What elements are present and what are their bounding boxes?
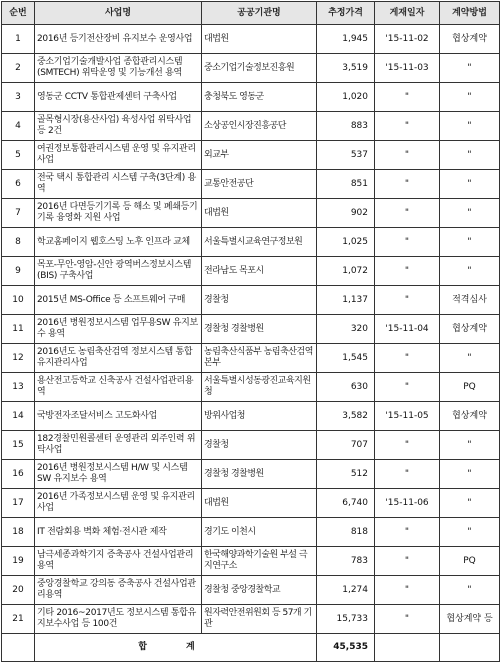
cell-bid-date: " [375, 141, 440, 170]
cell-method: 협상계약 등 [440, 605, 500, 634]
cell-project: 여권정보통합관리시스템 운영 및 유지관리사업 [35, 141, 202, 170]
cell-no: 14 [2, 402, 35, 431]
cell-no: 2 [2, 54, 35, 83]
cell-method: " [440, 460, 500, 489]
cell-method: " [440, 257, 500, 286]
cell-org: 경기도 이천시 [202, 518, 317, 547]
cell-method: " [440, 54, 500, 83]
cell-no: 6 [2, 170, 35, 199]
table-row [2, 199, 500, 228]
cell-method: 협상계약 [440, 402, 500, 431]
cell-project: 골목형시장(용산사업) 육성사업 위탁사업 등 2건 [35, 112, 202, 141]
table-row [2, 286, 500, 315]
table-row [2, 605, 500, 634]
cell-bid-date: '15-11-02 [375, 25, 440, 54]
cell-project: 중앙경찰학교 강의동 증축공사 건설사업관리용역 [35, 576, 202, 605]
cell-method: " [440, 431, 500, 460]
cell-bid-date: " [375, 518, 440, 547]
header-project: 사업명 [35, 2, 202, 25]
cell-price: 1,274 [317, 576, 375, 605]
table-footer [2, 634, 500, 662]
cell-org: 방위사업청 [202, 402, 317, 431]
cell-no: 8 [2, 228, 35, 257]
procurement-table [1, 1, 500, 662]
table-row [2, 141, 500, 170]
table-row [2, 25, 500, 54]
total-method-cell [440, 634, 500, 662]
cell-price: 320 [317, 315, 375, 344]
table-row [2, 228, 500, 257]
cell-project: 2016년 다면등기기록 등 해소 및 폐쇄등기기록 융영화 지원 사업 [35, 199, 202, 228]
cell-bid-date: '15-11-06 [375, 489, 440, 518]
cell-price: 3,519 [317, 54, 375, 83]
cell-price: 1,025 [317, 228, 375, 257]
cell-bid-date: '15-11-04 [375, 315, 440, 344]
cell-price: 783 [317, 547, 375, 576]
cell-method: 협상계약 [440, 25, 500, 54]
cell-price: 1,545 [317, 344, 375, 373]
cell-bid-date: " [375, 286, 440, 315]
cell-project: 2016년도 농림축산검역 정보시스템 통합유지관리사업 [35, 344, 202, 373]
cell-price: 1,945 [317, 25, 375, 54]
cell-method: " [440, 112, 500, 141]
header-price: 추정가격 [317, 2, 375, 25]
total-label [35, 634, 317, 662]
header-row [2, 2, 500, 25]
table-row [2, 576, 500, 605]
header-method: 계약방법 [440, 2, 500, 25]
cell-project: 중소기업기술개발사업 종합관리시스템(SMTECH) 위탁운영 및 기능개선 용역 [35, 54, 202, 83]
total-label-text: 합 계 [138, 642, 213, 652]
cell-project: 182경찰민원콜센터 운영관리 외주인력 위탁사업 [35, 431, 202, 460]
cell-bid-date: " [375, 576, 440, 605]
cell-method: " [440, 518, 500, 547]
cell-no: 18 [2, 518, 35, 547]
table-header [2, 2, 500, 25]
cell-org: 경찰청 [202, 431, 317, 460]
cell-org: 교통안전공단 [202, 170, 317, 199]
cell-price: 707 [317, 431, 375, 460]
table-row [2, 54, 500, 83]
cell-org: 대법원 [202, 25, 317, 54]
cell-method: " [440, 576, 500, 605]
cell-project: 2016년 병원정보시스템 업무용SW 유지보수 용역 [35, 315, 202, 344]
cell-method: " [440, 141, 500, 170]
cell-org: 한국해양과학기술원 부설 극지연구소 [202, 547, 317, 576]
cell-org: 경찰청 [202, 286, 317, 315]
cell-org: 대법원 [202, 199, 317, 228]
cell-price: 883 [317, 112, 375, 141]
cell-no: 17 [2, 489, 35, 518]
cell-method: 협상계약 [440, 315, 500, 344]
cell-project: 남극세종과학기지 증축공사 건설사업관리용역 [35, 547, 202, 576]
cell-price: 1,072 [317, 257, 375, 286]
table-row [2, 83, 500, 112]
cell-project: 국방전자조달서비스 고도화사업 [35, 402, 202, 431]
cell-bid-date: '15-11-03 [375, 54, 440, 83]
table-row [2, 489, 500, 518]
cell-bid-date: " [375, 228, 440, 257]
cell-method: " [440, 228, 500, 257]
cell-price: 630 [317, 373, 375, 402]
cell-price: 1,137 [317, 286, 375, 315]
cell-project: 2016년 가족정보시스템 운영 및 유지관리 사업 [35, 489, 202, 518]
cell-no: 7 [2, 199, 35, 228]
cell-org: 서울특별시성동광진교육지원청 [202, 373, 317, 402]
cell-no: 16 [2, 460, 35, 489]
cell-project: 기타 2016~2017년도 정보시스템 통합유지보수사업 등 100건 [35, 605, 202, 634]
cell-no: 21 [2, 605, 35, 634]
total-bid-date-cell [375, 634, 440, 662]
cell-method: PQ [440, 547, 500, 576]
cell-project: 학교홈페이지 웹호스팅 노후 인프라 교체 [35, 228, 202, 257]
cell-org: 소상공인시장진흥공단 [202, 112, 317, 141]
cell-bid-date: " [375, 83, 440, 112]
table-row [2, 373, 500, 402]
table-body [2, 25, 500, 634]
total-price: 45,535 [317, 634, 375, 662]
cell-no: 10 [2, 286, 35, 315]
cell-project: 전국 택시 통합관리 시스템 구축(3단계) 용역 [35, 170, 202, 199]
table-row [2, 431, 500, 460]
cell-price: 851 [317, 170, 375, 199]
cell-no: 11 [2, 315, 35, 344]
cell-org: 경찰청 중앙경찰학교 [202, 576, 317, 605]
cell-bid-date: " [375, 605, 440, 634]
cell-project: 2015년 MS-Office 등 소프트웨어 구매 [35, 286, 202, 315]
cell-no: 4 [2, 112, 35, 141]
table-row [2, 518, 500, 547]
cell-bid-date: " [375, 199, 440, 228]
cell-org: 경찰청 경찰병원 [202, 460, 317, 489]
cell-no: 15 [2, 431, 35, 460]
cell-no: 5 [2, 141, 35, 170]
cell-org: 전라남도 목포시 [202, 257, 317, 286]
cell-org: 중소기업기술정보진흥원 [202, 54, 317, 83]
cell-project: 2016년 병원정보시스템 H/W 및 시스템SW 유지보수 용역 [35, 460, 202, 489]
table-row [2, 344, 500, 373]
table-row [2, 315, 500, 344]
cell-no: 3 [2, 83, 35, 112]
cell-price: 512 [317, 460, 375, 489]
cell-org: 농림축산식품부 농림축산검역본부 [202, 344, 317, 373]
cell-price: 3,582 [317, 402, 375, 431]
total-row [2, 634, 500, 662]
cell-method: PQ [440, 373, 500, 402]
cell-method: " [440, 170, 500, 199]
cell-bid-date: " [375, 373, 440, 402]
cell-price: 6,740 [317, 489, 375, 518]
cell-project: 2016년 등기전산장비 유지보수 운영사업 [35, 25, 202, 54]
cell-method: " [440, 199, 500, 228]
header-bid-date: 게재일자 [375, 2, 440, 25]
cell-bid-date: " [375, 344, 440, 373]
cell-org: 충청북도 영동군 [202, 83, 317, 112]
cell-bid-date: " [375, 460, 440, 489]
cell-org: 서울특별시교육연구정보원 [202, 228, 317, 257]
cell-project: 용산전고등학교 신축공사 건설사업관리용역 [35, 373, 202, 402]
cell-org: 경찰청 경찰병원 [202, 315, 317, 344]
cell-org: 외교부 [202, 141, 317, 170]
cell-bid-date: " [375, 170, 440, 199]
cell-org: 대법원 [202, 489, 317, 518]
cell-method: " [440, 83, 500, 112]
cell-project: IT 전람회용 벽화 체험·전시관 제작 [35, 518, 202, 547]
cell-price: 1,020 [317, 83, 375, 112]
cell-org: 원자력안전위원회 등 57개 기관 [202, 605, 317, 634]
table-row [2, 402, 500, 431]
cell-no: 9 [2, 257, 35, 286]
table-row [2, 112, 500, 141]
cell-method: 적격심사 [440, 286, 500, 315]
cell-bid-date: " [375, 112, 440, 141]
table-row [2, 547, 500, 576]
cell-price: 818 [317, 518, 375, 547]
cell-bid-date: " [375, 431, 440, 460]
cell-method: " [440, 489, 500, 518]
cell-price: 15,733 [317, 605, 375, 634]
cell-project: 영동군 CCTV 통합관제센터 구축사업 [35, 83, 202, 112]
table-row [2, 460, 500, 489]
cell-price: 537 [317, 141, 375, 170]
cell-no: 19 [2, 547, 35, 576]
table-row [2, 170, 500, 199]
header-org: 공공기관명 [202, 2, 317, 25]
cell-no: 20 [2, 576, 35, 605]
cell-bid-date: " [375, 257, 440, 286]
cell-no: 13 [2, 373, 35, 402]
cell-project: 목포-무안-영암-신안 광역버스정보시스템(BIS) 구축사업 [35, 257, 202, 286]
table-row [2, 257, 500, 286]
cell-method: " [440, 344, 500, 373]
total-no-cell [2, 634, 35, 662]
cell-no: 1 [2, 25, 35, 54]
cell-price: 902 [317, 199, 375, 228]
cell-no: 12 [2, 344, 35, 373]
cell-bid-date: '15-11-05 [375, 402, 440, 431]
header-no: 순번 [2, 2, 35, 25]
cell-bid-date: " [375, 547, 440, 576]
